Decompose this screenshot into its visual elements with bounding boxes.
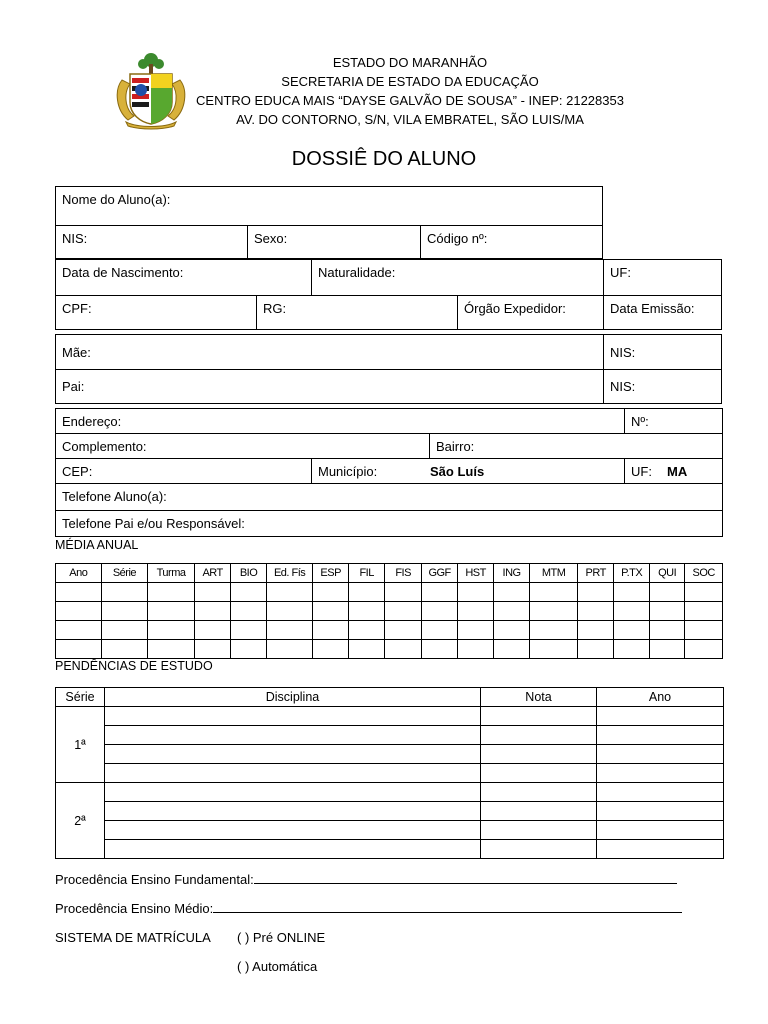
page-title: DOSSIÊ DO ALUNO xyxy=(291,148,477,170)
average-cell[interactable] xyxy=(313,621,348,640)
average-cell[interactable] xyxy=(649,583,684,602)
average-cell[interactable] xyxy=(614,640,649,659)
pending-cell[interactable] xyxy=(105,726,481,745)
average-cell[interactable] xyxy=(266,640,313,659)
average-cell[interactable] xyxy=(56,621,102,640)
student-name-field[interactable]: Nome do Aluno(a): xyxy=(55,186,603,226)
col-esp: ESP xyxy=(313,564,348,583)
col-qui: QUI xyxy=(649,564,684,583)
average-cell[interactable] xyxy=(56,583,102,602)
average-row xyxy=(56,583,723,602)
average-cell[interactable] xyxy=(421,640,457,659)
institution-header xyxy=(180,53,640,129)
pending-cell[interactable] xyxy=(481,707,597,726)
student-nis-field[interactable]: NIS: xyxy=(55,225,248,259)
pre-online-option[interactable]: ( ) Pré ONLINE xyxy=(237,930,326,945)
col-fil: FIL xyxy=(348,564,384,583)
average-cell[interactable] xyxy=(148,621,195,640)
header-secretariat: SECRETARIA DE ESTADO DA EDUCAÇÃO xyxy=(281,74,539,89)
average-cell[interactable] xyxy=(577,640,613,659)
series-group-2: 2ª xyxy=(56,783,105,859)
col-bio: BIO xyxy=(231,564,266,583)
average-cell[interactable] xyxy=(530,621,578,640)
col-mtm: MTM xyxy=(530,564,578,583)
average-cell[interactable] xyxy=(458,640,493,659)
header-school: CENTRO EDUCA MAIS “DAYSE GALVÃO DE SOUSA” - INEP: 21228353 xyxy=(196,93,624,108)
average-cell[interactable] xyxy=(348,602,384,621)
pending-cell[interactable] xyxy=(105,821,481,840)
col-fis: FIS xyxy=(385,564,421,583)
average-cell[interactable] xyxy=(313,583,348,602)
average-cell[interactable] xyxy=(348,640,384,659)
col-art: ART xyxy=(194,564,230,583)
average-cell[interactable] xyxy=(685,621,723,640)
average-cell[interactable] xyxy=(493,640,529,659)
average-cell[interactable] xyxy=(101,583,148,602)
average-row xyxy=(56,640,723,659)
annual-average-table xyxy=(55,563,723,659)
rg-field[interactable]: RG: xyxy=(256,295,458,330)
col-ggf: GGF xyxy=(421,564,457,583)
neighborhood-field[interactable]: Bairro: xyxy=(429,433,723,459)
issuer-field[interactable]: Órgão Expedidor: xyxy=(457,295,604,330)
pending-cell[interactable] xyxy=(105,783,481,802)
pending-cell[interactable] xyxy=(597,726,724,745)
average-cell[interactable] xyxy=(577,583,613,602)
average-cell[interactable] xyxy=(148,640,195,659)
average-cell[interactable] xyxy=(56,640,102,659)
pending-cell[interactable] xyxy=(481,821,597,840)
pending-cell[interactable] xyxy=(597,821,724,840)
average-cell[interactable] xyxy=(231,583,266,602)
city-value: São Luís xyxy=(430,464,485,479)
father-nis-field[interactable]: NIS: xyxy=(603,369,722,404)
medio-origin-field[interactable]: Procedência Ensino Médio: xyxy=(55,901,682,916)
average-cell[interactable] xyxy=(493,602,529,621)
average-cell[interactable] xyxy=(348,621,384,640)
average-cell[interactable] xyxy=(458,621,493,640)
average-cell[interactable] xyxy=(385,583,421,602)
average-cell[interactable] xyxy=(101,602,148,621)
average-cell[interactable] xyxy=(101,621,148,640)
average-cell[interactable] xyxy=(458,602,493,621)
col-hst: HST xyxy=(458,564,493,583)
address-number-field[interactable]: Nº: xyxy=(624,408,723,434)
pending-cell[interactable] xyxy=(481,745,597,764)
birth-uf-field[interactable]: UF: xyxy=(603,259,722,296)
average-cell[interactable] xyxy=(194,583,230,602)
city-field[interactable]: Município: São Luís xyxy=(311,458,625,484)
pending-cell[interactable] xyxy=(105,840,481,859)
pending-cell[interactable] xyxy=(481,764,597,783)
header-state: ESTADO DO MARANHÃO xyxy=(332,55,488,70)
col-ano: Ano xyxy=(56,564,102,583)
average-cell[interactable] xyxy=(194,640,230,659)
state-coat-of-arms xyxy=(112,50,190,130)
mother-nis-field[interactable]: NIS: xyxy=(603,334,722,370)
average-cell[interactable] xyxy=(266,602,313,621)
average-cell[interactable] xyxy=(313,640,348,659)
guardian-phone-field[interactable]: Telefone Pai e/ou Responsável: xyxy=(55,510,723,537)
student-sex-field[interactable]: Sexo: xyxy=(247,225,421,259)
average-cell[interactable] xyxy=(530,640,578,659)
average-cell[interactable] xyxy=(231,602,266,621)
average-cell[interactable] xyxy=(101,640,148,659)
col-turma: Turma xyxy=(148,564,195,583)
student-code-field[interactable]: Código nº: xyxy=(420,225,603,259)
average-cell[interactable] xyxy=(614,621,649,640)
average-cell[interactable] xyxy=(194,602,230,621)
mother-field[interactable]: Mãe: xyxy=(55,334,604,370)
complement-field[interactable]: Complemento: xyxy=(55,433,430,459)
pending-cell[interactable] xyxy=(105,764,481,783)
cep-field[interactable]: CEP: xyxy=(55,458,312,484)
average-cell[interactable] xyxy=(458,583,493,602)
average-cell[interactable] xyxy=(530,583,578,602)
father-field[interactable]: Pai: xyxy=(55,369,604,404)
uf-value: MA xyxy=(667,464,688,479)
pending-cell[interactable] xyxy=(105,707,481,726)
col-ptx: P.TX xyxy=(614,564,649,583)
average-cell[interactable] xyxy=(493,621,529,640)
series-group-1: 1ª xyxy=(56,707,105,783)
average-cell[interactable] xyxy=(266,583,313,602)
average-cell[interactable] xyxy=(421,602,457,621)
pending-studies-table xyxy=(55,687,724,859)
pending-cell[interactable] xyxy=(481,840,597,859)
header-address: AV. DO CONTORNO, S/N, VILA EMBRATEL, SÃO LUIS/MA xyxy=(236,112,584,127)
average-cell[interactable] xyxy=(313,602,348,621)
average-cell[interactable] xyxy=(385,602,421,621)
automatic-option[interactable]: ( ) Automática xyxy=(237,959,318,974)
pending-cell[interactable] xyxy=(597,783,724,802)
enrollment-system-label: SISTEMA DE MATRÍCULA xyxy=(55,930,211,945)
pending-cell[interactable] xyxy=(597,840,724,859)
average-cell[interactable] xyxy=(348,583,384,602)
pending-cell[interactable] xyxy=(597,707,724,726)
col-serie: Série xyxy=(101,564,148,583)
pending-cell[interactable] xyxy=(481,726,597,745)
average-cell[interactable] xyxy=(148,602,195,621)
col-edfis: Ed. Fís xyxy=(266,564,313,583)
average-cell[interactable] xyxy=(577,602,613,621)
col-serie: Série xyxy=(56,688,105,707)
average-cell[interactable] xyxy=(194,621,230,640)
cpf-field[interactable]: CPF: xyxy=(55,295,257,330)
average-cell[interactable] xyxy=(577,621,613,640)
average-cell[interactable] xyxy=(231,621,266,640)
average-row xyxy=(56,602,723,621)
pending-cell[interactable] xyxy=(481,802,597,821)
col-ing: ING xyxy=(493,564,529,583)
birthplace-field[interactable]: Naturalidade: xyxy=(311,259,604,296)
average-cell[interactable] xyxy=(685,602,723,621)
pending-cell[interactable] xyxy=(597,745,724,764)
fundamental-origin-field[interactable]: Procedência Ensino Fundamental: xyxy=(55,872,677,887)
address-uf-field[interactable]: UF: MA xyxy=(624,458,723,484)
pending-cell[interactable] xyxy=(105,802,481,821)
average-row xyxy=(56,621,723,640)
average-cell[interactable] xyxy=(421,621,457,640)
annual-average-heading: MÉDIA ANUAL xyxy=(55,538,139,552)
pending-cell[interactable] xyxy=(597,764,724,783)
address-field[interactable]: Endereço: xyxy=(55,408,625,434)
average-cell[interactable] xyxy=(649,602,684,621)
issue-date-field[interactable]: Data Emissão: xyxy=(603,295,722,330)
average-cell[interactable] xyxy=(266,621,313,640)
col-nota: Nota xyxy=(481,688,597,707)
col-ano: Ano xyxy=(597,688,724,707)
col-prt: PRT xyxy=(577,564,613,583)
student-phone-field[interactable]: Telefone Aluno(a): xyxy=(55,483,723,511)
average-cell[interactable] xyxy=(614,583,649,602)
average-cell[interactable] xyxy=(421,583,457,602)
average-cell[interactable] xyxy=(530,602,578,621)
pending-cell[interactable] xyxy=(597,802,724,821)
col-disciplina: Disciplina xyxy=(105,688,481,707)
average-cell[interactable] xyxy=(148,583,195,602)
average-cell[interactable] xyxy=(614,602,649,621)
medio-origin-line[interactable] xyxy=(213,901,682,913)
average-cell[interactable] xyxy=(685,583,723,602)
pending-cell[interactable] xyxy=(481,783,597,802)
average-cell[interactable] xyxy=(56,602,102,621)
col-soc: SOC xyxy=(685,564,723,583)
average-cell[interactable] xyxy=(385,621,421,640)
average-cell[interactable] xyxy=(685,640,723,659)
average-cell[interactable] xyxy=(231,640,266,659)
pending-cell[interactable] xyxy=(105,745,481,764)
average-cell[interactable] xyxy=(649,621,684,640)
pending-studies-heading: PENDÊNCIAS DE ESTUDO xyxy=(55,659,213,673)
birthdate-field[interactable]: Data de Nascimento: xyxy=(55,259,312,296)
average-cell[interactable] xyxy=(493,583,529,602)
average-cell[interactable] xyxy=(385,640,421,659)
average-cell[interactable] xyxy=(649,640,684,659)
fundamental-origin-line[interactable] xyxy=(254,872,677,884)
